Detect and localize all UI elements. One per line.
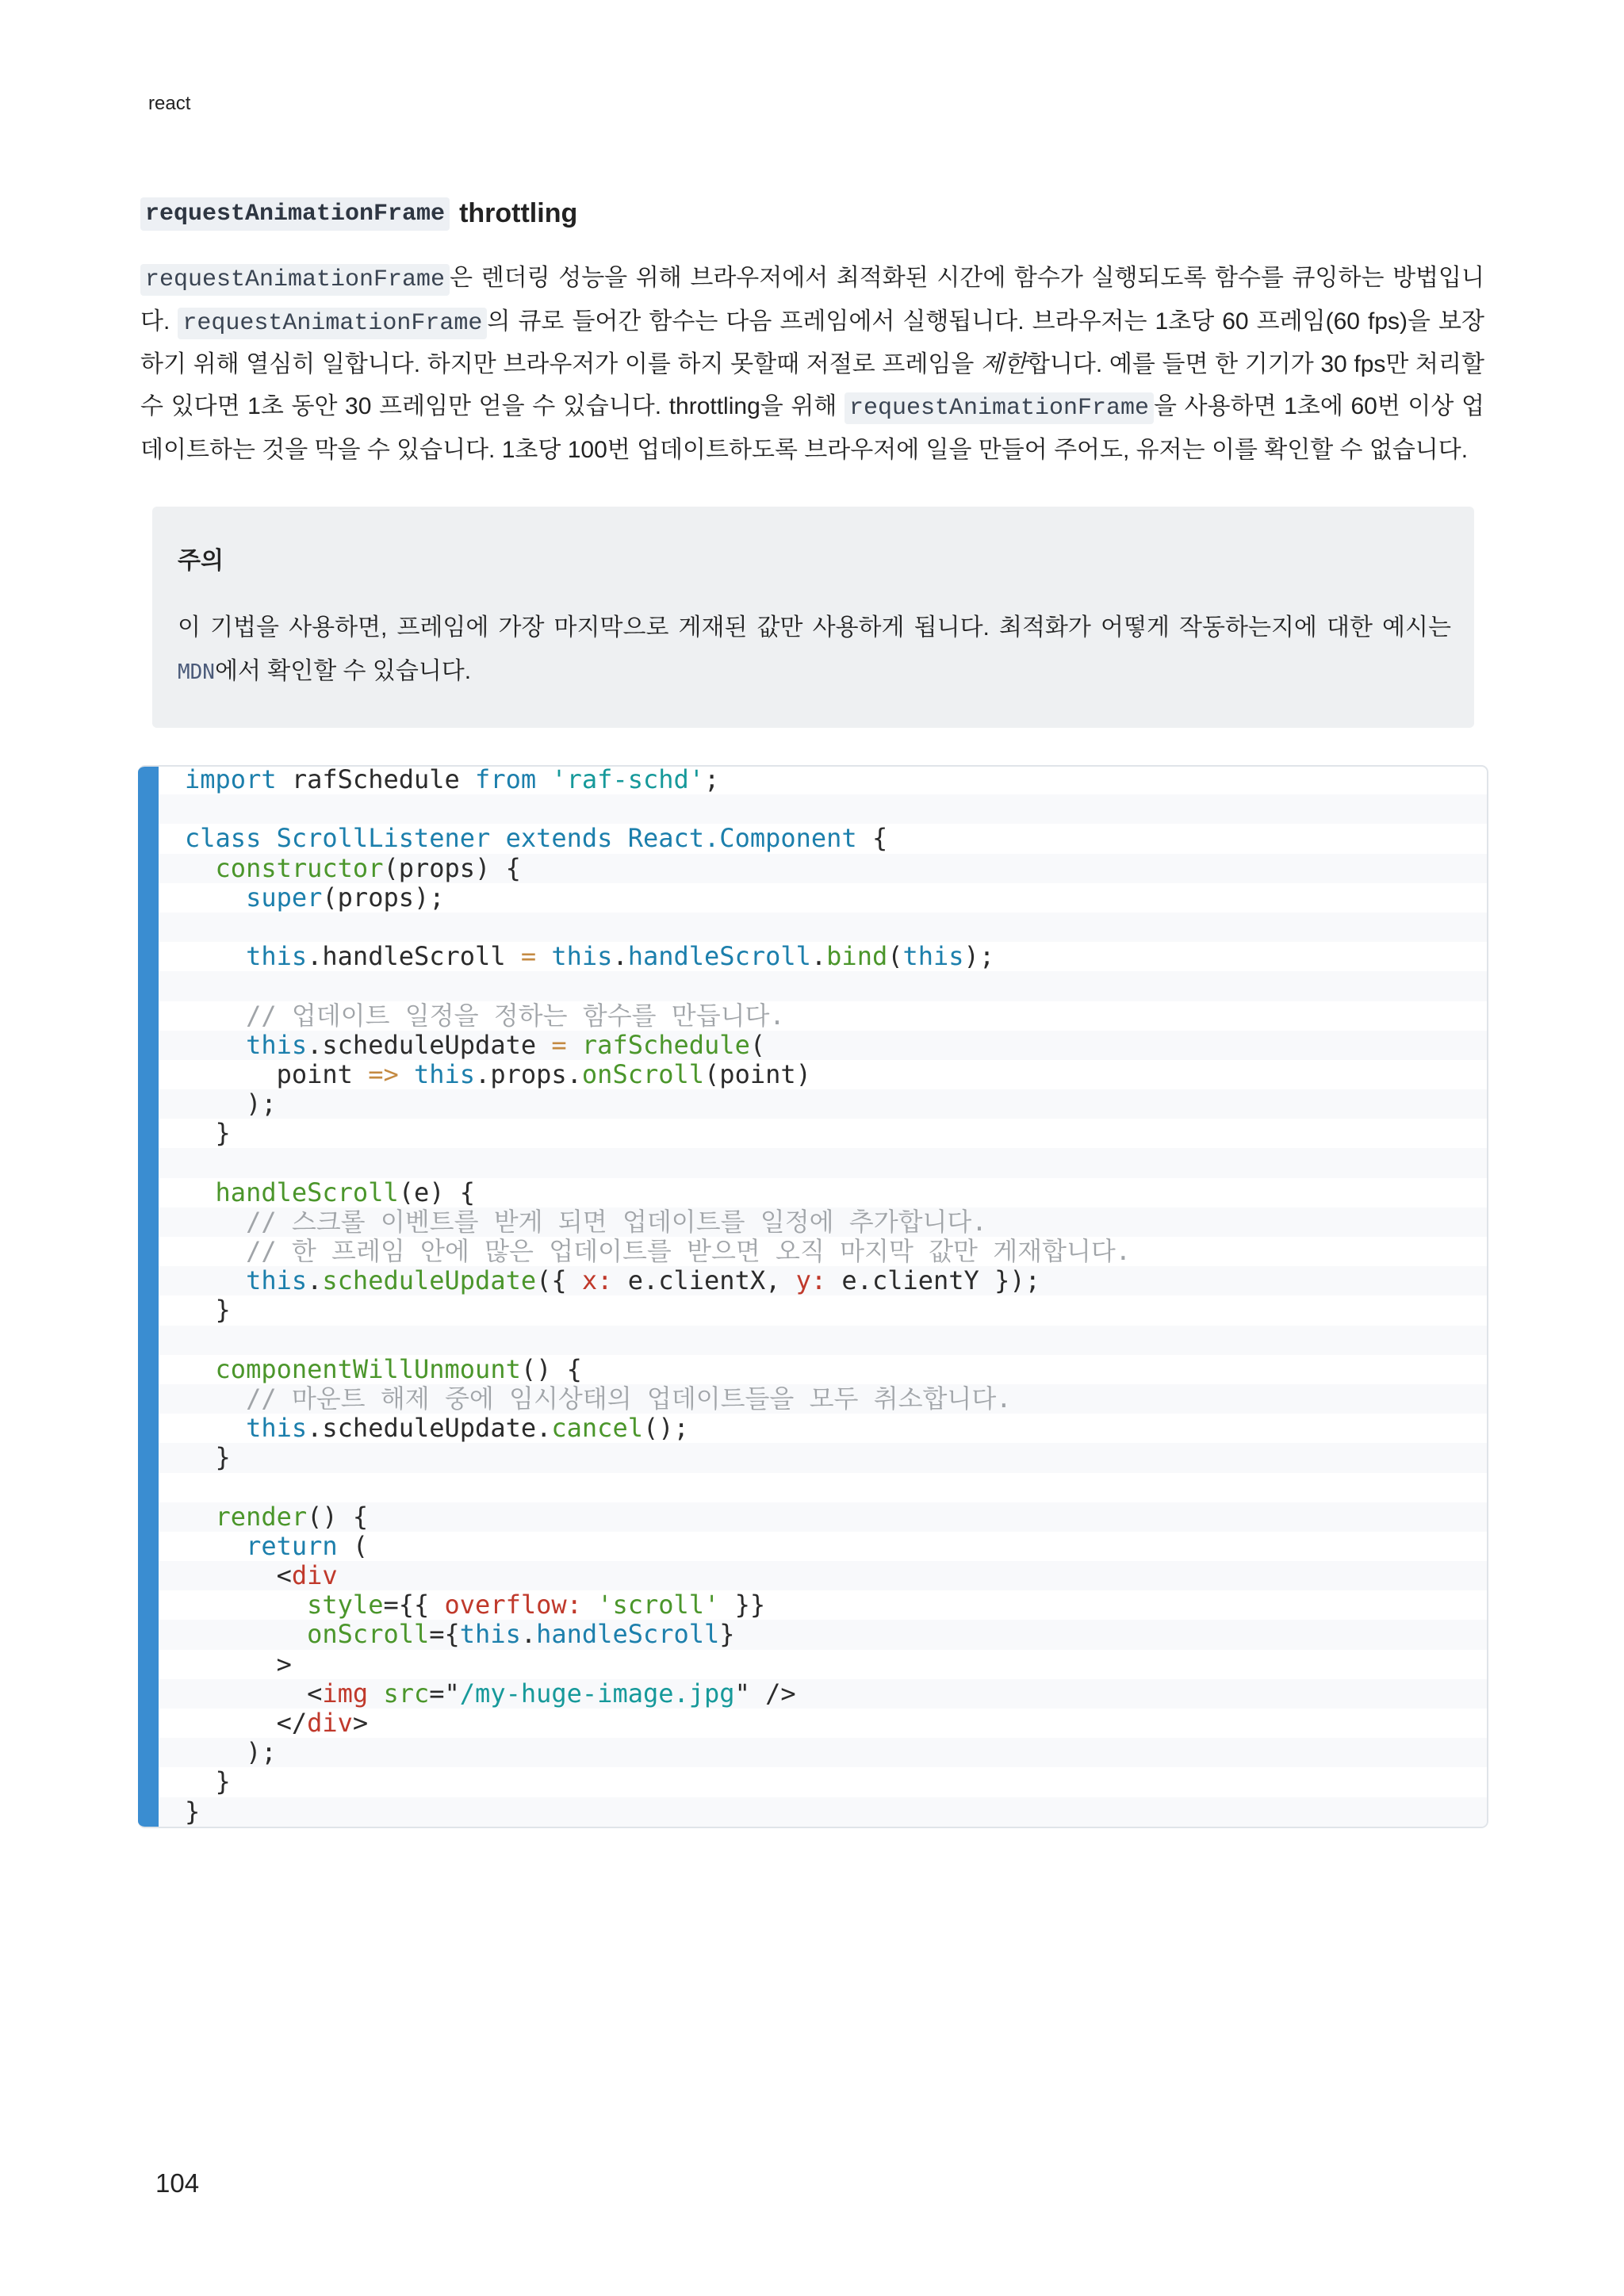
code-token: render bbox=[215, 1501, 308, 1532]
code-token bbox=[185, 882, 246, 913]
code-token bbox=[185, 1354, 216, 1384]
emphasis-text: 제한 bbox=[980, 351, 1027, 378]
code-token: this bbox=[246, 941, 308, 972]
code-token: ); bbox=[185, 1089, 277, 1119]
code-token bbox=[185, 1531, 246, 1561]
code-token: ={{ bbox=[383, 1590, 445, 1621]
code-token bbox=[582, 1590, 597, 1620]
code-token: point bbox=[185, 1058, 369, 1089]
code-token: } bbox=[185, 1295, 231, 1326]
code-line bbox=[159, 1295, 1487, 1325]
code-token: ( bbox=[337, 1530, 369, 1561]
code-line bbox=[159, 1414, 1487, 1443]
code-token: constructor bbox=[215, 852, 384, 883]
code-line bbox=[159, 1031, 1487, 1060]
code-line bbox=[159, 1561, 1487, 1590]
code-lines bbox=[159, 765, 1487, 1827]
code-token: ( bbox=[887, 941, 903, 972]
heading-text: throttling bbox=[459, 198, 578, 228]
code-line bbox=[159, 1738, 1487, 1767]
note-text-before: 이 기법을 사용하면, 프레임에 가장 마지막으로 게재된 값만 사용하게 됩니다. 최적화가 어떻게 작동하는지에 대한 예시는 bbox=[178, 614, 1451, 641]
code-token: this bbox=[459, 1619, 521, 1650]
code-line bbox=[159, 1326, 1487, 1355]
code-token: this bbox=[246, 1029, 308, 1060]
code-line bbox=[159, 1620, 1487, 1649]
code-token: rafSchedule bbox=[276, 765, 476, 794]
code-token: scheduleUpdate bbox=[322, 1265, 537, 1296]
code-token: cancel bbox=[551, 1413, 643, 1444]
code-token bbox=[185, 1590, 307, 1620]
heading-inline-code: requestAnimationFrame bbox=[140, 197, 450, 231]
code-token: () { bbox=[520, 1353, 582, 1384]
code-line bbox=[159, 1148, 1487, 1177]
code-token bbox=[185, 1001, 246, 1031]
code-token: } bbox=[185, 1118, 231, 1149]
code-accent-bar bbox=[138, 767, 159, 1827]
code-token: ({ bbox=[536, 1265, 582, 1296]
code-token: = bbox=[551, 1029, 567, 1060]
code-token: overflow: bbox=[444, 1590, 582, 1621]
code-token: .props. bbox=[475, 1058, 582, 1089]
code-token: return bbox=[246, 1530, 338, 1561]
code-line bbox=[159, 1709, 1487, 1738]
code-token: bind bbox=[826, 941, 888, 972]
paragraph-text: 은 렌더링 성능을 위해 브라우저에서 최적화된 시간에 함수가 실행되도록 함수를 큐잉하는 방법입니다. bbox=[140, 265, 1484, 335]
code-line bbox=[159, 1590, 1487, 1620]
running-header: react bbox=[148, 93, 191, 114]
code-token: (props); bbox=[322, 882, 445, 913]
code-token bbox=[536, 765, 551, 794]
code-token: < bbox=[185, 1678, 323, 1709]
code-token: // 업데이트 일정을 정하는 함수를 만듭니다. bbox=[246, 1000, 785, 1031]
code-token: " /> bbox=[734, 1678, 796, 1709]
code-token: . bbox=[307, 1265, 323, 1296]
note-text bbox=[178, 606, 1451, 695]
code-token bbox=[536, 941, 551, 971]
code-token: ); bbox=[963, 941, 995, 972]
code-token: from bbox=[475, 765, 537, 794]
code-token: handleScroll bbox=[536, 1619, 720, 1650]
code-token: . bbox=[612, 941, 628, 972]
code-token: rafSchedule bbox=[581, 1029, 750, 1060]
code-line bbox=[159, 1266, 1487, 1295]
code-token bbox=[185, 941, 246, 971]
code-token bbox=[185, 1619, 307, 1649]
inline-code: requestAnimationFrame bbox=[845, 392, 1154, 424]
code-token: y: bbox=[795, 1265, 827, 1296]
code-token: this bbox=[413, 1058, 476, 1089]
note-callout bbox=[152, 507, 1474, 728]
code-token: =" bbox=[429, 1678, 460, 1709]
code-token: (point) bbox=[704, 1058, 811, 1089]
code-token: // 스크롤 이벤트를 받게 되면 업데이트를 일정에 추가합니다. bbox=[246, 1206, 987, 1237]
code-token: extends bbox=[505, 823, 613, 854]
code-token: this bbox=[246, 1413, 308, 1444]
code-token: import bbox=[185, 765, 277, 794]
code-token: . bbox=[520, 1619, 537, 1650]
code-token: img bbox=[322, 1678, 369, 1709]
code-line bbox=[159, 1502, 1487, 1532]
code-token: style bbox=[307, 1590, 384, 1621]
code-line bbox=[159, 824, 1487, 853]
code-token: } bbox=[719, 1619, 735, 1650]
intro-paragraph bbox=[140, 258, 1484, 472]
code-token: onScroll bbox=[307, 1619, 430, 1650]
note-title: 주의 bbox=[178, 548, 224, 574]
paragraph-text: 의 큐로 들어간 함수는 다음 프레임에서 실행됩니다. 브라우저는 1초당 60 프레임(60 fps)을 보장하기 위해 열심히 일합니다. 하지만 브라우저가 이를 하지 못할때 저절로 프레임을 bbox=[140, 308, 1484, 378]
code-token: x: bbox=[581, 1265, 613, 1296]
paragraph-text: 합니다. 예를 들면 한 기기가 30 fps만 처리할 수 있다면 1초 동안 30 프레임만 얻을 수 있습니다. throttling을 위해 bbox=[140, 351, 1484, 420]
code-token: (); bbox=[642, 1413, 689, 1444]
code-token bbox=[185, 1236, 246, 1266]
code-token: > bbox=[185, 1648, 292, 1679]
code-line bbox=[159, 1355, 1487, 1384]
code-line bbox=[159, 1767, 1487, 1797]
code-token: ); bbox=[185, 1737, 277, 1768]
code-token bbox=[185, 1177, 216, 1207]
code-line bbox=[159, 854, 1487, 883]
code-token: div bbox=[291, 1560, 338, 1591]
code-token: e.clientX, bbox=[612, 1265, 796, 1296]
code-token: } bbox=[185, 1442, 231, 1473]
code-token bbox=[399, 1059, 414, 1089]
page-number: 104 bbox=[155, 2168, 200, 2198]
inline-code: requestAnimationFrame bbox=[140, 264, 450, 296]
code-token: onScroll bbox=[581, 1058, 705, 1089]
code-token: React.Component bbox=[627, 823, 857, 854]
code-token: this bbox=[246, 1265, 308, 1296]
code-token bbox=[185, 853, 216, 883]
code-token: src bbox=[383, 1678, 430, 1709]
code-line bbox=[159, 1797, 1487, 1827]
code-token: this bbox=[902, 941, 964, 972]
code-token bbox=[368, 1678, 383, 1709]
code-line bbox=[159, 1532, 1487, 1561]
code-line bbox=[159, 913, 1487, 942]
code-token: .handleScroll bbox=[307, 941, 521, 972]
code-token: } bbox=[185, 1796, 201, 1827]
code-token: div bbox=[307, 1708, 353, 1738]
code-block bbox=[138, 765, 1488, 1828]
code-token: 'raf-schd' bbox=[551, 765, 705, 794]
code-token: .scheduleUpdate bbox=[307, 1029, 552, 1060]
code-token: class bbox=[185, 823, 262, 854]
code-token: () { bbox=[307, 1501, 369, 1532]
code-token: // 마운트 해제 중에 임시상태의 업데이트들을 모두 취소합니다. bbox=[246, 1383, 1012, 1414]
code-token: /my-huge-image.jpg bbox=[459, 1678, 735, 1709]
code-token: ( bbox=[749, 1029, 766, 1060]
code-token bbox=[185, 1502, 216, 1532]
code-token: super bbox=[246, 882, 323, 913]
code-token: ={ bbox=[429, 1619, 460, 1650]
code-token: => bbox=[368, 1058, 399, 1089]
code-line bbox=[159, 1443, 1487, 1472]
code-line bbox=[159, 1119, 1487, 1148]
code-token bbox=[185, 1265, 246, 1295]
code-token: { bbox=[856, 823, 888, 854]
inline-code: requestAnimationFrame bbox=[178, 308, 487, 339]
code-token: handleScroll bbox=[627, 941, 811, 972]
code-token bbox=[261, 823, 276, 853]
section-heading bbox=[140, 197, 577, 230]
code-line bbox=[159, 765, 1487, 794]
paragraph-text: 을 사용하면 1초에 60번 이상 업데이트하는 것을 막을 수 있습니다. 1초당 100번 업데이트하도록 브라우저에 일을 만들어 주어도, 유저는 이를 확인할 수 없습니다. bbox=[140, 393, 1484, 463]
code-line bbox=[159, 1384, 1487, 1414]
code-token bbox=[567, 1030, 582, 1060]
code-token: .scheduleUpdate. bbox=[307, 1413, 552, 1444]
code-token: 'scroll' bbox=[597, 1590, 720, 1621]
code-token bbox=[612, 823, 627, 853]
code-token: this bbox=[551, 941, 613, 972]
code-line bbox=[159, 794, 1487, 824]
note-text-after: 에서 확인할 수 있습니다. bbox=[214, 658, 472, 684]
code-token: e.clientY }); bbox=[826, 1265, 1040, 1296]
code-token: ScrollListener bbox=[276, 823, 491, 854]
code-token: </ bbox=[185, 1708, 308, 1738]
code-line bbox=[159, 1178, 1487, 1207]
code-line bbox=[159, 971, 1487, 1001]
code-token: ; bbox=[704, 765, 720, 794]
code-token: } bbox=[185, 1766, 231, 1797]
code-line bbox=[159, 1060, 1487, 1089]
code-line bbox=[159, 1650, 1487, 1679]
mdn-link[interactable]: MDN bbox=[178, 660, 215, 684]
code-token: // 한 프레임 안에 많은 업데이트를 받으면 오직 마지막 값만 게재합니다. bbox=[246, 1236, 1132, 1266]
code-line bbox=[159, 1473, 1487, 1502]
code-line bbox=[159, 1237, 1487, 1266]
code-token: . bbox=[810, 941, 827, 972]
code-token: handleScroll bbox=[215, 1177, 399, 1207]
code-line bbox=[159, 1089, 1487, 1119]
code-line bbox=[159, 1001, 1487, 1031]
code-token bbox=[185, 1030, 246, 1060]
code-line bbox=[159, 1679, 1487, 1709]
code-token bbox=[490, 823, 505, 853]
code-line bbox=[159, 1207, 1487, 1237]
code-token bbox=[185, 1207, 246, 1237]
code-token bbox=[185, 1383, 246, 1414]
code-token bbox=[185, 1413, 246, 1443]
code-token: }} bbox=[719, 1590, 766, 1621]
code-token: (props) { bbox=[383, 852, 521, 883]
code-token: (e) { bbox=[398, 1177, 476, 1207]
code-token: < bbox=[185, 1560, 292, 1591]
code-token: = bbox=[520, 941, 537, 972]
code-token: > bbox=[352, 1708, 369, 1738]
code-line bbox=[159, 883, 1487, 913]
code-token: componentWillUnmount bbox=[215, 1353, 521, 1384]
code-line bbox=[159, 942, 1487, 971]
